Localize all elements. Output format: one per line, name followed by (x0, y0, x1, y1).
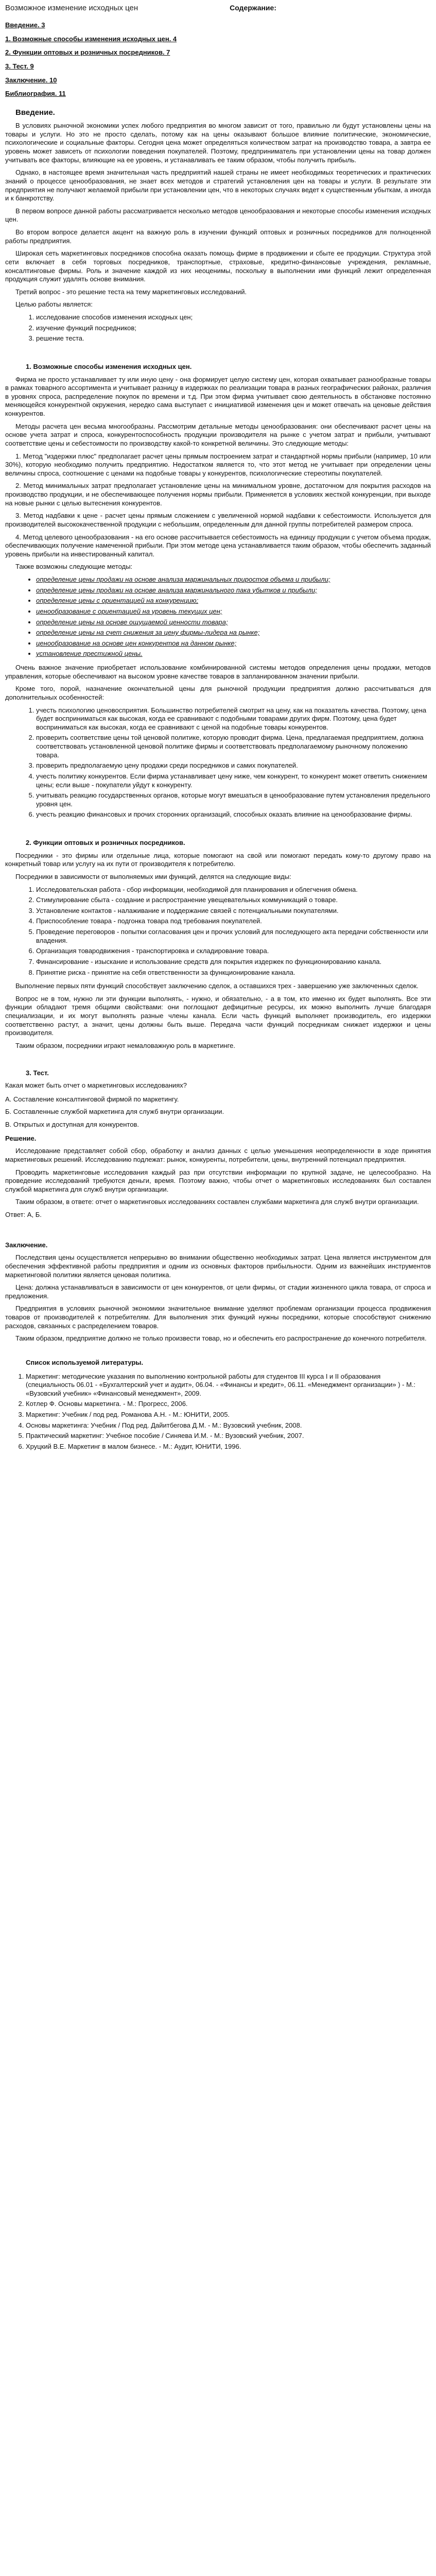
section3-heading: 3. Тест. (26, 1069, 49, 1077)
test-question: Какая может быть отчет о маркетинговых исследованиях? (5, 1081, 187, 1090)
toc-link-intro[interactable]: Введение. 3 (5, 21, 45, 29)
title-row (5, 3, 431, 13)
toc-link-section2[interactable]: 2. Функции оптовых и розничных посредников. 7 (5, 48, 170, 57)
list-item: 2. проверить соответствие цены той ценовой политике, которую проводит фирма. Цена, предлагаемая предприятием, должна соответствовать установленной ценовой политике фирмы и соответствовать предполагаемому рыночному положению товара. (36, 734, 431, 759)
toc-heading: Содержание: (230, 4, 276, 12)
method-paragraph: 1. Метод "издержки плюс" предполагает расчет цены прямым построением затрат и стандартной нормы прибыли (например, 10 или 30%), которую необходимо получить предприятию. Недостатком является то, что этот метод не учитывает при определении цены величины спроса, соотношение с ценами на подобные товары у конкурентов, психологические стереотипы покупателей. (5, 452, 431, 477)
list-item: • ценообразование с ориентацией на уровень текущих цен; (36, 607, 431, 616)
section1-heading: 1. Возможные способы изменения исходных цен. (26, 362, 192, 370)
list-item: 3. решение теста. (36, 334, 431, 343)
list-item: 5. учитывать реакцию государственных органов, которые могут вмешаться в ценообразование путем установления предельного уровня цен. (36, 791, 431, 808)
goals-list (5, 313, 431, 343)
conclusion-paragraph: Последствия цены осуществляется непрерывно во внимании общественно необходимых затрат. Цена является инструментом для обеспечения эффективной работы предприятия и одним из основных факторов прибыльности. Одним из важнейших инструментов маркетинговой политики является ценовая политика. (5, 1253, 431, 1279)
approaches-list (5, 575, 431, 658)
section1-paragraph: Очень важное значение приобретает использование комбинированной системы методов определения цены продажи, методов управления, которые обеспечивают на высоком уровне качестве товаров в запланированном значении прибыли. (5, 664, 431, 680)
list-item: • определение цены продажи на основе анализа маржинального пака убытков и прибыли; (36, 586, 431, 595)
list-item: 8. Принятие риска - принятие на себя ответственности за функционирование канала. (36, 969, 431, 977)
test-option: В. Открытых и доступная для конкурентов. (5, 1121, 139, 1128)
list-item: 1. исследование способов изменения исходных цен; (36, 313, 431, 322)
method-paragraph: 4. Метод целевого ценообразования - на его основе рассчитывается себестоимость на единицу продукции с учетом объема продаж, обеспечивающих получение намеченной прибыли. При этом методе цена устанавливается таким образом, чтобы обеспечить заданный уровень прибыли на инвестированный капитал. (5, 533, 431, 558)
section2-heading: 2. Функции оптовых и розничных посредников. (26, 839, 185, 846)
toc-link-section1[interactable]: 1. Возможные способы изменения исходных цен. 4 (5, 35, 177, 43)
bibliography (5, 1359, 431, 1451)
method-paragraph: 2. Метод минимальных затрат предполагает установление цены на минимальном уровне, достаточном для покрытия расходов на производство продукции, и не обеспечивающее получения нормы прибыли. Применяется в условиях жесткой конкуренции, при выходе на новые рынки с целью вытеснения конкурентов. (5, 482, 431, 507)
test-option: Б. Составленные службой маркетинга для служб внутри организации. (5, 1108, 224, 1116)
section2-paragraph: Посредники в зависимости от выполняемых ими функций, делятся на следующие виды: (15, 872, 291, 880)
conclusion-paragraph: Цена: должна устанавливаться в зависимости от цен конкурентов, от цели фирмы, от стадии жизненного цикла товара, от спроса и предложения. (5, 1283, 431, 1300)
intro-paragraph: В первом вопросе данной работы рассматривается несколько методов ценообразования и некоторые способы изменения исходных цен. (5, 207, 431, 224)
approaches-label: Также возможны следующие методы: (15, 563, 133, 571)
toc-link-section3[interactable]: 3. Тест. 9 (5, 62, 34, 71)
intro-paragraph: Широкая сеть маркетинговых посредников способна оказать помощь фирме в продвижении и сбыте ее продукции. Структура этой сети включает в себя торговых посредников, транспортные, страховые, кредитно-финансовые учреждения, рекламные, консалтинговые фирмы. Роль и значение каждой из них неоценимы, поскольку в выполнении ими функций лежит определенная продукция служит удалять основе внимания. (5, 249, 431, 283)
list-item: • ценообразование на основе цен конкурентов на данном рынке; (36, 639, 431, 648)
conclusion-paragraph: Предприятия в условиях рыночной экономики значительное внимание уделяют проблемам организации процесса продвижения товаров от производителей к потребителям. Для выполнения этих функций нужны посредники, которые способствуют снижению расходов, связанных с распределением товаров. (5, 1304, 431, 1330)
bibliography-list (5, 1372, 431, 1451)
bibliography-item: 5. Практический маркетинг: Учебное пособие / Синяева И.М. - М.: Вузовский учебник, 2007. (26, 1432, 431, 1440)
list-item: • определение цены продажи на основе анализа маржинальных приростов объема и прибыли; (36, 575, 431, 584)
section1-paragraph: Фирма не просто устанавливает ту или иную цену - она формирует целую систему цен, которая охватывает разнообразные товары в рамках товарного ассортимента и учитывает разницу в издержках по реализации товара в разных географических районах, различия в уровнях спроса, распределение покупок по времени и т.д. При этом фирма учитывает свою деятельность в обстановке постоянно меняющейся конкурентной окружения, нередко сама выступает с инициативой изменения цен и может отвечать на ценовые действия конкурентов. (5, 375, 431, 417)
intro-paragraph: Однако, в настоящее время значительная часть предприятий нашей страны не имеет необходимых теоретических и практических знаний о процессе ценообразования, не знает всех методов и стратегий установления цен на товары и услуги. В результате эти предприятия не получают желаемой прибыли при установлении цен, что в некоторых случаях ведет к существенным убыткам, а иногда и к банкротству. (5, 168, 431, 202)
conclusion-paragraph: Таким образом, предприятие должно не только произвести товар, но и обеспечить его распространение до конечного потребителя. (15, 1334, 427, 1343)
bibliography-heading: Список используемой литературы. (26, 1358, 144, 1366)
list-item: 3. проверить предполагаемую цену продажи среди посредников и самих покупателей. (36, 761, 431, 770)
list-item: 6. Организация товародвижения - транспортировка и складирование товара. (36, 947, 431, 956)
list-item: 5. Проведение переговоров - попытки согласования цен и прочих условий для последующего акта передачи собственности или владения. (36, 928, 431, 945)
intro-paragraph: В условиях рыночной экономики успех любого предприятия во многом зависит от того, правильно ли будут установлены цены на товары и услуги. Но это не просто сделать, потому как на цены оказывают большое влияние политические, экономические, психологические и социальные факторы. Сегодня цена может определяться количеством затрат на производство товара, а завтра ее уровень может зависеть от психологии поведения покупателей. Поэтому, предприниматель при установлении цены на товар должен учитывать все факторы, влияющие на ее уровень, и устанавливать ее таким образом, чтобы получить прибыль. (5, 122, 431, 164)
document-title: Возможное изменение исходных цен (5, 4, 138, 12)
list-item: • определение цены на счет снижения за цену фирмы-лидера на рынке; (36, 629, 431, 637)
list-item: 3. Установление контактов - налаживание и поддержание связей с потенциальными покупателями. (36, 907, 431, 916)
list-item: • определение цены с ориентацией на конкуренцию; (36, 597, 431, 605)
table-of-contents (5, 21, 431, 98)
functions-list (5, 886, 431, 977)
toc-link-conclusion[interactable]: Заключение. 10 (5, 76, 57, 84)
list-item: 1. учесть психологию ценовосприятия. Большинство потребителей смотрит на цену, как на показатель качества. Поэтому, цена будет восприниматься как высокая, когда ее сравнивают с подобными товарами других фирм. Поэтому, цена будет восприниматься как высокая, когда ее сравнивают с ценой на подобные товары конкурентов. (36, 706, 431, 732)
factors-list (5, 706, 431, 820)
solution-paragraph: Таким образом, в ответе: отчет о маркетинговых исследованиях составлен службами маркетинга для служб внутри организации. (15, 1198, 419, 1206)
bibliography-item: 3. Маркетинг: Учебник / под ред. Романова А.Н. - М.: ЮНИТИ, 2005. (26, 1411, 431, 1419)
test-option: А. Составление консалтинговой фирмой по маркетингу. (5, 1095, 179, 1103)
bibliography-item: 6. Хруцкий В.Е. Маркетинг в малом бизнесе. - М.: Аудит, ЮНИТИ, 1996. (26, 1443, 431, 1451)
bibliography-item: 4. Основы маркетинга: Учебник / Под ред. Дайитбегова Д.М. - М.: Вузовский учебник, 2008. (26, 1421, 431, 1430)
test-options (5, 1095, 431, 1129)
section1-paragraph: Методы расчета цен весьма многообразны. Рассмотрим детальные методы ценообразования: они обеспечивают расчет цены на основе учета затрат и спроса, конкурентоспособность продукции производителя на рынке с учетом затрат и прибыли, учитывают соответствие цены и себестоимости по производству какой-то конкретной величины. Это следующие методы: (5, 422, 431, 447)
intro-paragraph: Во втором вопросе делается акцент на важную роль в изучении функций оптовых и розничных посредников для полноценной работы предприятия. (5, 228, 431, 245)
list-item: • определение цены на основе ощущаемой ценности товара; (36, 618, 431, 627)
list-item: 7. Финансирование - изыскание и использование средств для покрытия издержек по функционированию канала. (36, 958, 431, 967)
conclusion-heading: Заключение. (5, 1241, 48, 1249)
bibliography-item: 2. Котлер Ф. Основы маркетинга. - М.: Прогресс, 2006. (26, 1400, 431, 1409)
list-item: 2. Стимулирование сбыта - создание и распространение увещевательных коммуникаций о товаре. (36, 896, 431, 905)
toc-link-bibliography[interactable]: Библиография. 11 (5, 90, 66, 98)
solution-paragraph: Проводить маркетинговые исследования каждый раз при отсутствии информации по крупной задаче, не целесообразно. На проведение исследований требуются деньги, время. Поэтому важно, чтобы отчет о маркетинговых исследованиях был составлен службой маркетинга для служб внутри организации. (5, 1168, 431, 1193)
method-paragraph: 3. Метод надбавки к цене - расчет цены прямым сложением с увеличенной нормой надбавки к себестоимости. Используется для производителей высококачественной продукции с небольшим, определенным для данной группы потребителей размером спроса. (5, 512, 431, 528)
section2-paragraph: Вопрос не в том, нужно ли эти функции выполнять, - нужно, и обязательно, - а в том, кто именно их будет выполнять. Все эти функции обладают тремя общими свойствами: они поглощают дефицитные ресурсы, их можно выполнить лучше благодаря специализации, и их могут выполнять разные члены канала. Если часть функций выполняет производитель, его издержки соответственно растут, а значит, цены должны быть выше. Передача части функций посредникам снижает издержки и цены производителя. (5, 994, 431, 1037)
bibliography-item: 1. Маркетинг: методические указания по выполнению контрольной работы для студентов III курса I и II образования (специальность 06.01 - «Бухгалтерский учет и аудит», 06.04. - «Финансы и кредит», 06.11. «Менеджмент организации» ) - М.: «Вузовский учебник» «Финансовый менеджмент», 2009. (26, 1372, 431, 1398)
section2-paragraph: Посредники - это фирмы или отдельные лица, которые помогают на свой или помогают передать кому-то другому право на конкретный товар или услугу на их пути от производителя к потребителю. (5, 851, 431, 868)
solution-label: Решение. (5, 1134, 37, 1142)
intro-paragraph: Третий вопрос - это решение теста на тему маркетинговых исследований. (15, 287, 247, 296)
list-item: 1. Исследовательская работа - сбор информации, необходимой для планирования и облегчения обмена. (36, 886, 431, 894)
solution-paragraph: Исследование представляет собой сбор, обработку и анализ данных с целью уменьшения неопределенности в ходе принятия маркетинговых решений. Исследованию подлежат: рынок, конкуренты, потребители, цены, внутренний потенциал предприятия. (5, 1147, 431, 1163)
section2-paragraph: Выполнение первых пяти функций способствует заключению сделок, а оставшихся трех - завершению уже заключенных сделок. (15, 982, 418, 990)
list-item: 4. Приспособление товара - подгонка товара под требования покупателей. (36, 917, 431, 926)
goals-label: Целью работы является: (15, 300, 93, 309)
list-item: 6. учесть реакцию финансовых и прочих сторонних организаций, способных оказать влияние на ценообразование фирмы. (36, 810, 431, 819)
test-answer: Ответ: А, Б. (5, 1211, 42, 1218)
list-item: 4. учесть политику конкурентов. Если фирма устанавливает цену ниже, чем конкурент, то конкурент может ответить снижением цены; если выше - покупатели уйдут к конкуренту. (36, 772, 431, 789)
section2-paragraph: Таким образом, посредники играют немаловажную роль в маркетинге. (15, 1041, 235, 1049)
section1-paragraph: Кроме того, порой, назначение окончательной цены для рыночной продукции предприятия должно рассчитываться для дополнительных особенностей: (5, 685, 431, 701)
list-item: • установление престижной цены. (36, 650, 431, 658)
intro-heading: Введение. (15, 108, 55, 117)
list-item: 2. изучение функций посредников; (36, 324, 431, 333)
